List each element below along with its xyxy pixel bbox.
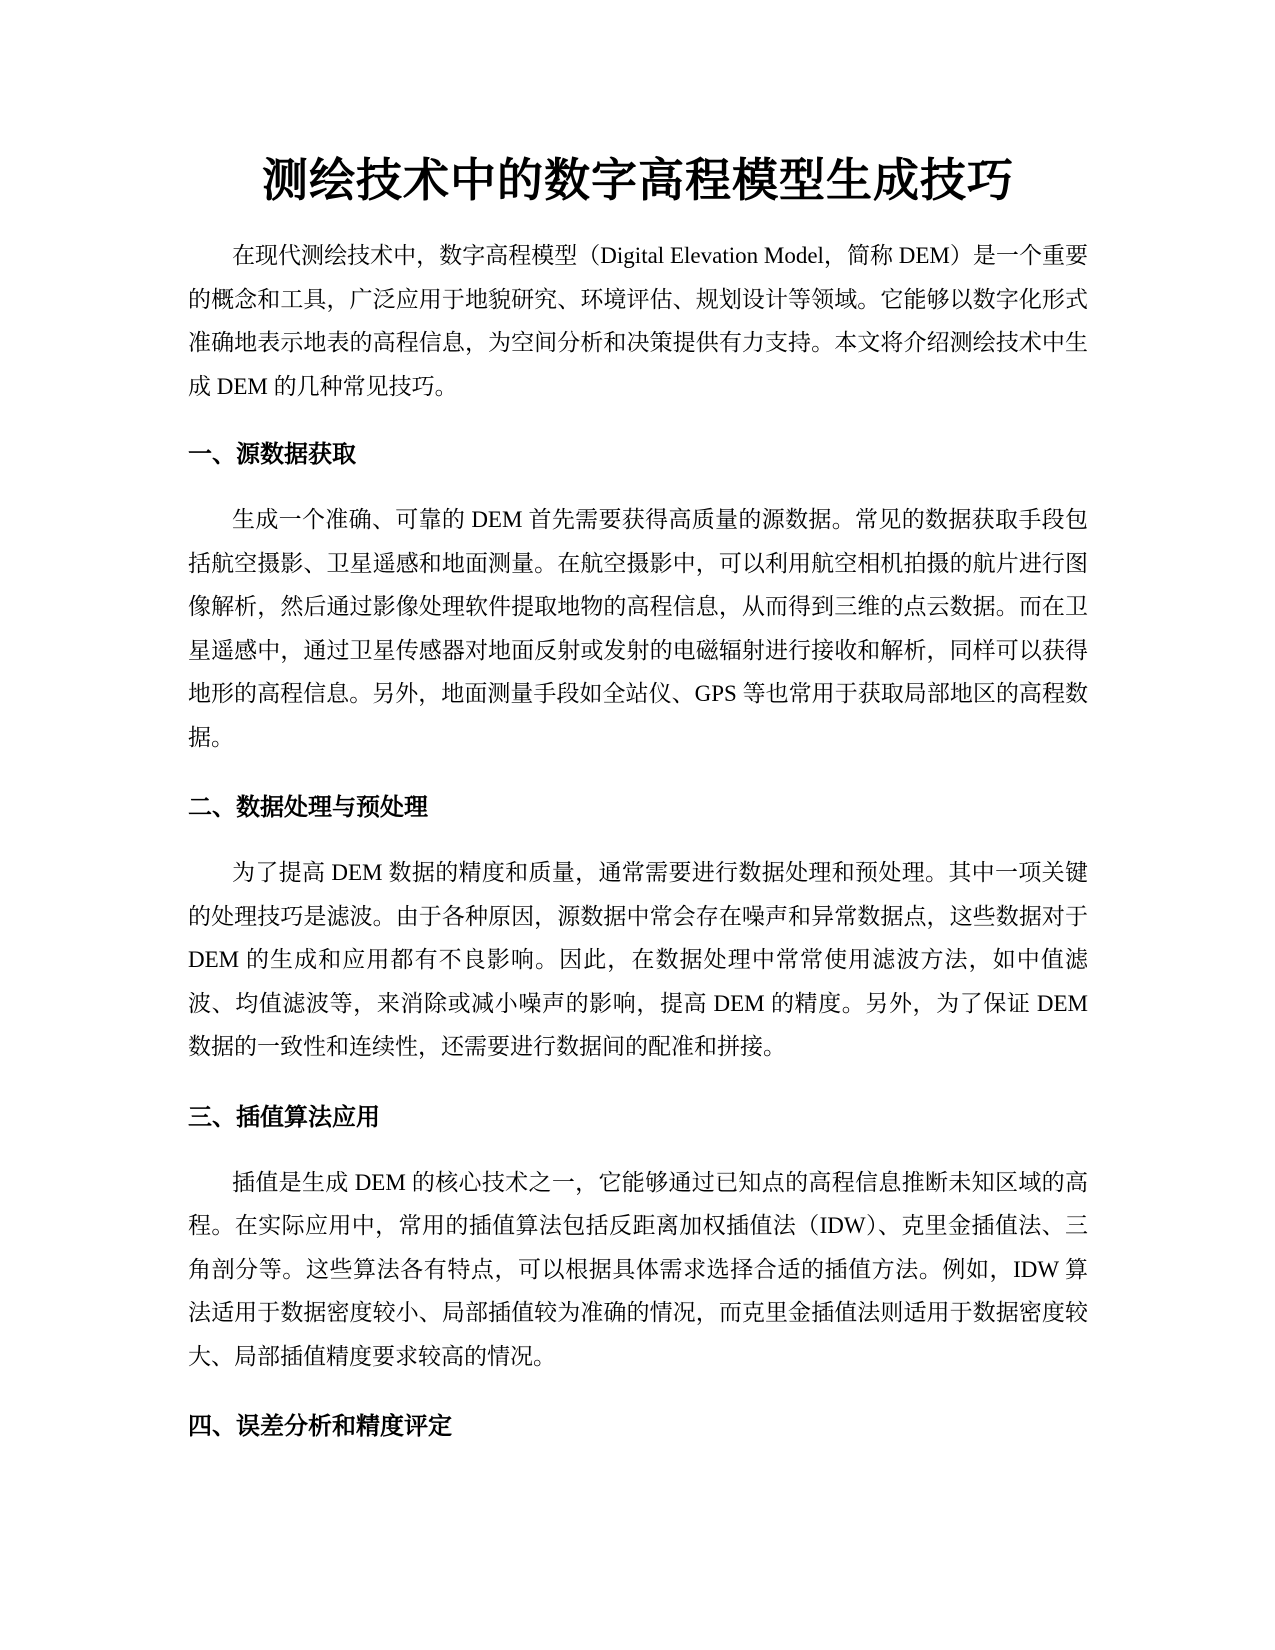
section-heading: 四、误差分析和精度评定 [188,1412,452,1440]
section-heading: 二、数据处理与预处理 [188,793,428,821]
section-data-processing [188,787,1088,1069]
section-error-analysis [188,1406,1088,1446]
section-paragraph: 插值是生成 DEM 的核心技术之一，它能够通过已知点的高程信息推断未知区域的高程。在实际应用中，常用的插值算法包括反距离加权插值法（IDW）、克里金插值法、三角剖分等。这些算法各有特点，可以根据具体需求选择合适的插值方法。例如，IDW 算法适用于数据密度较小、局部插值较为准确的情况，而克里金插值法则适用于数据密度较大、局部插值精度要求较高的情况。 [188,1169,1088,1369]
section-source-data [188,434,1088,759]
section-interpolation [188,1097,1088,1379]
section-paragraph: 生成一个准确、可靠的 DEM 首先需要获得高质量的源数据。常见的数据获取手段包括航空摄影、卫星遥感和地面测量。在航空摄影中，可以利用航空相机拍摄的航片进行图像解析，然后通过影像处理软件提取地物的高程信息，从而得到三维的点云数据。而在卫星遥感中，通过卫星传感器对地面反射或发射的电磁辐射进行接收和解析，同样可以获得地形的高程信息。另外，地面测量手段如全站仪、GPS 等也常用于获取局部地区的高程数据。 [188,507,1088,750]
intro-paragraph: 在现代测绘技术中，数字高程模型（Digital Elevation Model，简称 DEM）是一个重要的概念和工具，广泛应用于地貌研究、环境评估、规划设计等领域。它能够以数字化形式准确地表示地表的高程信息，为空间分析和决策提供有力支持。本文将介绍测绘技术中生成 DEM 的几种常见技巧。 [188,243,1088,399]
section-paragraph: 为了提高 DEM 数据的精度和质量，通常需要进行数据处理和预处理。其中一项关键的处理技巧是滤波。由于各种原因，源数据中常会存在噪声和异常数据点，这些数据对于 DEM 的生成和应用都有不良影响。因此，在数据处理中常常使用滤波方法，如中值滤波、均值滤波等，来消除或减小噪声的影响，提高 DEM 的精度。另外，为了保证 DEM 数据的一致性和连续性，还需要进行数据间的配准和拼接。 [188,860,1088,1059]
section-heading: 一、源数据获取 [188,440,356,468]
section-heading: 三、插值算法应用 [188,1102,380,1131]
document-content [188,148,1088,1446]
page-title: 测绘技术中的数字高程模型生成技巧 [262,153,1014,207]
